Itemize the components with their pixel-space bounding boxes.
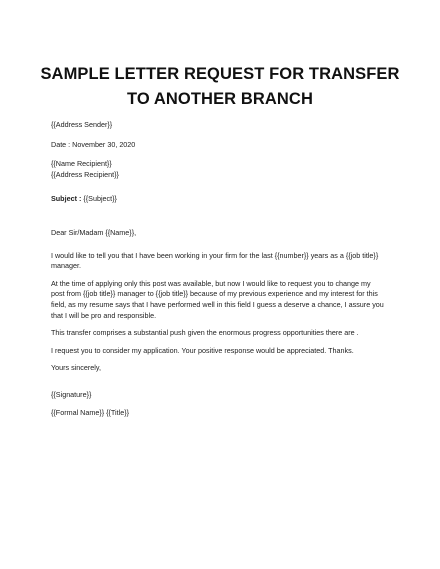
address-sender: {{Address Sender}}: [51, 120, 113, 129]
formal-name: {{Formal Name}} {{Title}}: [51, 407, 130, 417]
paragraph-2-line-2: post from {{job title}} manager to {{job title}} because of my previous experience and my interest for this: [51, 289, 378, 299]
paragraph-2-line-4: that I will be pro and responsible.: [51, 310, 157, 320]
address-recipient: {{Address Recipient}}: [51, 169, 119, 179]
signature: {{Signature}}: [51, 389, 92, 399]
letter-date: Date : November 30, 2020: [51, 139, 136, 149]
closing: Yours sincerely,: [51, 363, 101, 373]
paragraph-3: This transfer comprises a substantial push given the enormous progress opportunities there are .: [51, 328, 359, 338]
subject-value: {{Subject}}: [81, 194, 117, 204]
letter-body: [51, 120, 396, 418]
paragraph-2-line-3: field, as my resume says that I have performed well in this field I guess a deserve a chance, I assure you: [51, 299, 384, 309]
paragraph-2-line-1: At the time of applying only this post was available, but now I would like to request you to change my: [51, 278, 371, 288]
salutation: Dear Sir/Madam {{Name}},: [51, 227, 137, 237]
document-title: [30, 62, 410, 112]
title-line-2: TO ANOTHER BRANCH: [127, 90, 313, 108]
paragraph-1-line-1: I would like to tell you that I have been working in your firm for the last {{number}} years as a {{job title}}: [51, 250, 379, 260]
title-line-1: SAMPLE LETTER REQUEST FOR TRANSFER: [40, 65, 400, 83]
paragraph-1-line-2: manager.: [51, 261, 81, 271]
paragraph-4: I request you to consider my application. Your positive response would be appreciated. Thanks.: [51, 345, 354, 355]
subject-line: [51, 194, 396, 205]
subject-label: Subject :: [51, 194, 82, 204]
name-recipient: {{Name Recipient}}: [51, 159, 112, 169]
